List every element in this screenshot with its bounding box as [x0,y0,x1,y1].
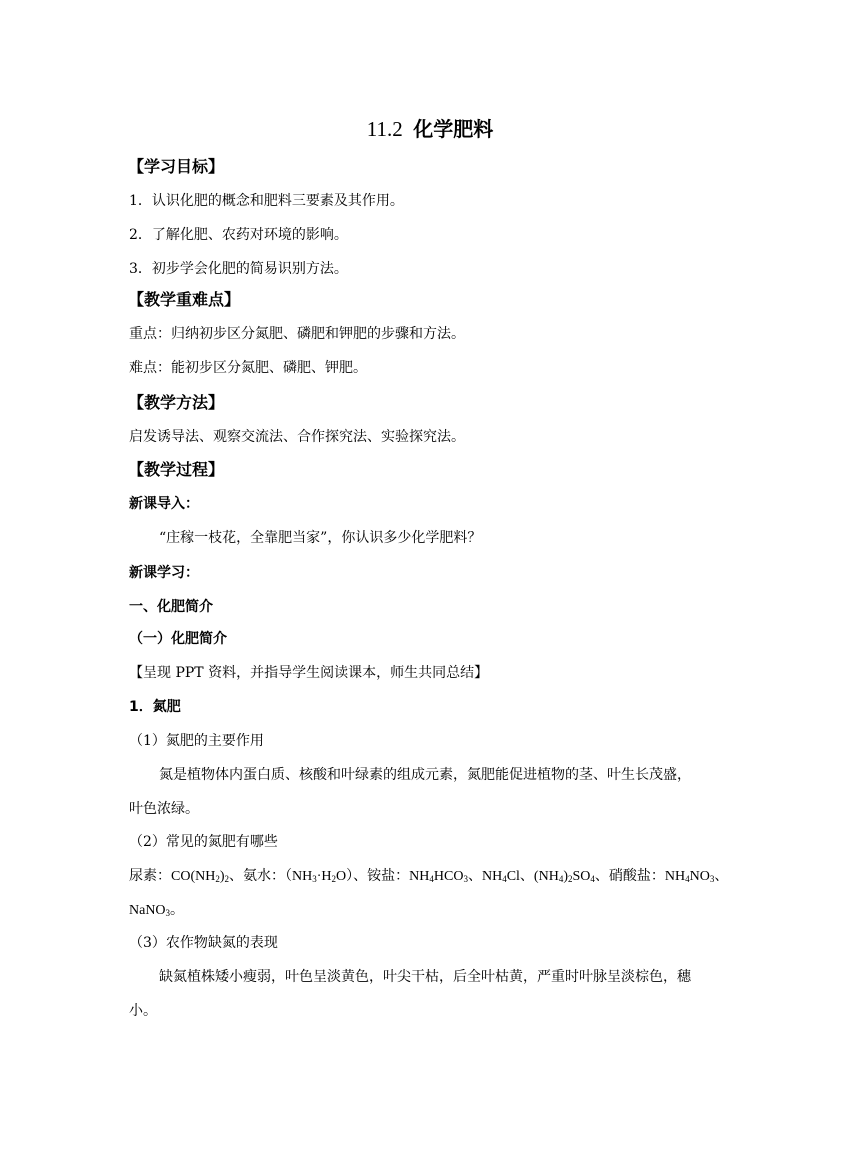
separator: 、 [519,868,534,884]
ammonia-label: 、氨水：（ [229,868,293,884]
nh42so4-formula: $(NH_4)_2SO_4$ [533,869,595,884]
key-points-heading: 【教学重难点】 [128,290,241,309]
urea-formula: $CO(NH_2)_2$ [171,869,230,884]
period: 。 [170,902,185,918]
objective-3: 3．初步学会化肥的简易识别方法。 [129,261,348,277]
n-common-label: （2）常见的氮肥有哪些 [129,834,278,850]
nitrogen-heading: 1．氮肥 [129,699,181,715]
title-text: 化学肥料 [413,117,494,141]
nh4hco3-formula: $NH_4HCO_3$ [409,869,468,884]
part-one-subheading: （一）化肥简介 [129,631,227,647]
n-deficiency-text-1: 缺氮植株矮小瘦弱，叶色呈淡黄色，叶尖干枯，后全叶枯黄，严重时叶脉呈淡棕色，穗 [159,969,691,985]
part-one-heading: 一、化肥简介 [129,599,213,615]
separator: 、 [714,868,729,884]
n-role-label: （1）氮肥的主要作用 [129,733,264,749]
process-heading: 【教学过程】 [128,460,225,479]
objectives-heading: 【学习目标】 [128,157,225,176]
difficulty: 难点：能初步区分氮肥、磷肥、钾肥。 [129,360,367,376]
ammonia-formula: $NH_3\cdot H_2O$ [292,869,347,884]
methods-heading: 【教学方法】 [128,393,225,412]
objective-2: 2．了解化肥、农药对环境的影响。 [129,227,348,243]
objective-1: 1．认识化肥的概念和肥料三要素及其作用。 [129,193,404,209]
nitrate-label: 、硝酸盐： [594,868,665,884]
key-point: 重点：归纳初步区分氮肥、磷肥和钾肥的步骤和方法。 [129,326,465,342]
n-role-text-1: 氮是植物体内蛋白质、核酸和叶绿素的组成元素，氮肥能促进植物的茎、叶生长茂盛， [159,767,691,783]
n-common-formulas-line-2 [129,900,739,921]
title-number: 11.2 [366,117,403,141]
n-common-formulas-line-1 [129,866,739,887]
n-deficiency-label: （3）农作物缺氮的表现 [129,935,278,951]
ppt-note: 【呈现 PPT 资料，并指导学生阅读课本，师生共同总结】 [129,665,489,681]
urea-label: 尿素： [129,868,171,884]
separator: 、 [467,868,482,884]
n-role-text-2: 叶色浓绿。 [129,801,199,817]
methods-text: 启发诱导法、观察交流法、合作探究法、实验探究法。 [129,429,465,445]
nano3-formula: NaNO$_3$ [129,903,171,918]
study-label: 新课学习： [129,565,199,581]
nh4cl-formula: $NH_4Cl$ [481,869,520,884]
intro-label: 新课导入： [129,496,199,512]
ammonium-label: ）、铵盐： [346,868,410,884]
n-deficiency-text-2: 小。 [129,1003,157,1019]
intro-text: “庄稼一枝花，全靠肥当家”，你认识多少化学肥料？ [159,530,482,546]
nh4no3-formula: $NH_4NO_3$ [664,869,715,884]
page-title [0,115,860,143]
